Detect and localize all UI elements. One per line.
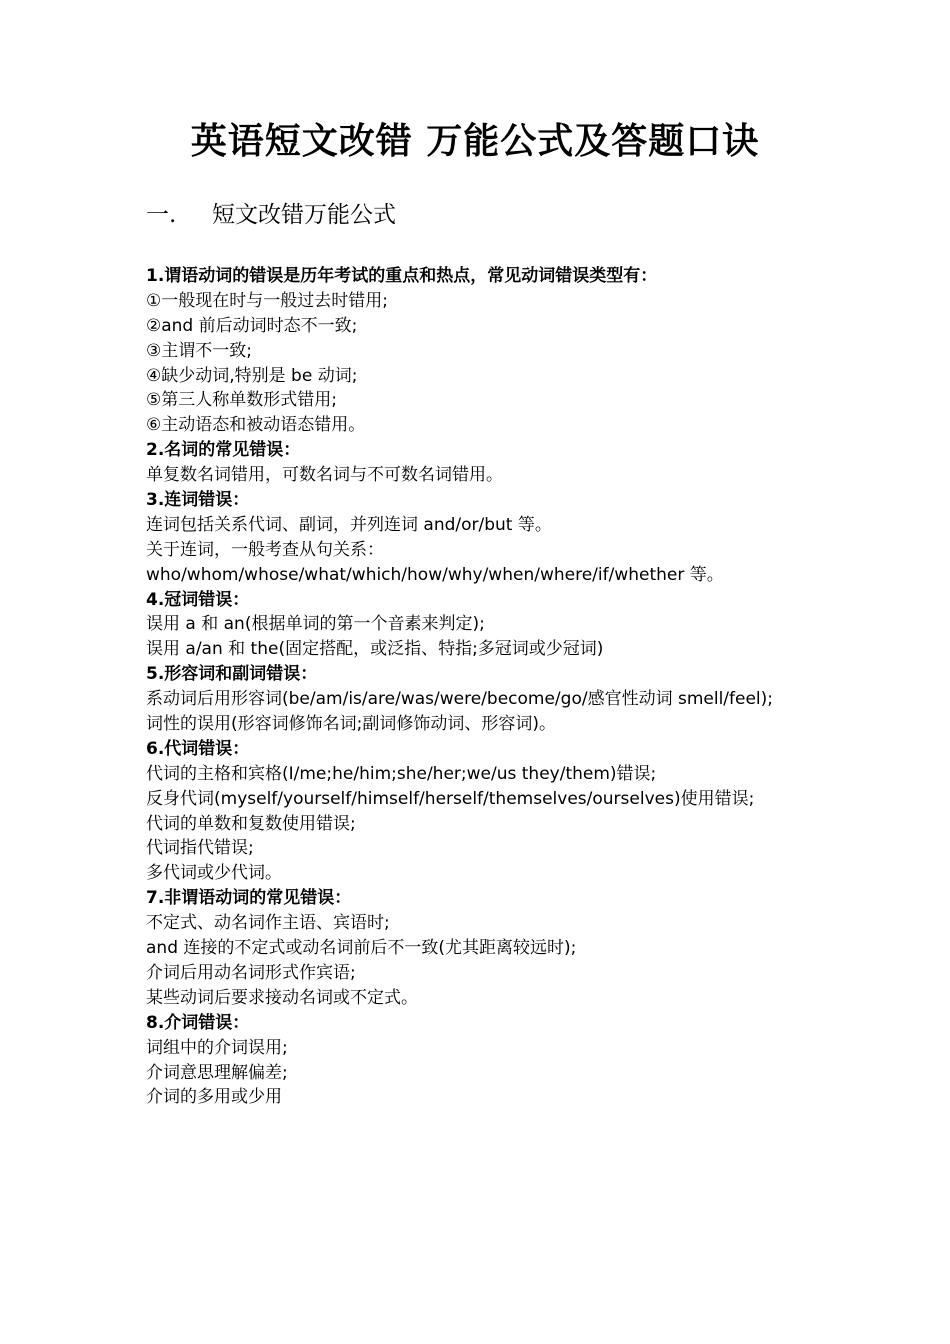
text-line: 词组中的介词误用;	[146, 1037, 288, 1058]
text-line: 不定式、动名词作主语、宾语时;	[146, 913, 390, 934]
text-line: 单复数名词错用，可数名词与不可数名词错用。	[146, 465, 503, 486]
text-line: and 连接的不定式或动名词前后不一致(尤其距离较远时);	[146, 938, 577, 959]
section-heading	[146, 198, 396, 232]
text-line: 代词指代错误;	[146, 838, 254, 859]
text-line: ①一般现在时与一般过去时错用;	[146, 290, 388, 311]
text-line: 连词包括关系代词、副词，并列连词 and/or/but 等。	[146, 514, 552, 535]
subsection-heading: 2.名词的常见错误：	[146, 440, 301, 461]
text-line: 代词的主格和宾格(I/me;he/him;she/her;we/us they/them)错误;	[146, 763, 657, 784]
text-line: ④缺少动词,特别是 be 动词;	[146, 365, 358, 386]
text-line: 词性的误用(形容词修饰名词;副词修饰动词、形容词)。	[146, 714, 556, 735]
subsection-heading: 5.形容词和副词错误：	[146, 664, 318, 685]
text-line: ②and 前后动词时态不一致;	[146, 315, 358, 336]
text-line: who/whom/whose/what/which/how/why/when/where/if/whether 等。	[146, 564, 724, 585]
text-line: 反身代词(myself/yourself/himself/herself/themselves/ourselves)使用错误;	[146, 788, 755, 809]
document-body	[146, 264, 926, 1110]
text-line: 误用 a/an 和 the(固定搭配，或泛指、特指;多冠词或少冠词)	[146, 639, 604, 660]
subsection-heading: 1.谓语动词的错误是历年考试的重点和热点，常见动词错误类型有：	[146, 266, 658, 286]
text-line: 代词的单数和复数使用错误;	[146, 813, 356, 834]
text-line: 多代词或少代词。	[146, 863, 282, 884]
document-title: 英语短文改错 万能公式及答题口诀	[190, 120, 760, 162]
text-line: 介词的多用或少用	[146, 1087, 282, 1108]
subsection-heading: 8.介词错误：	[146, 1012, 250, 1033]
subsection-heading: 4.冠词错误：	[146, 589, 250, 610]
text-line: ⑥主动语态和被动语态错用。	[146, 415, 366, 436]
text-line: ③主谓不一致;	[146, 340, 252, 361]
text-line: 介词后用动名词形式作宾语;	[146, 962, 356, 983]
text-line: 系动词后用形容词(be/am/is/are/was/were/become/go/感官性动词 smell/feel);	[146, 689, 774, 710]
subsection-heading: 7.非谓语动词的常见错误：	[146, 888, 352, 909]
text-line: ⑤第三人称单数形式错用;	[146, 390, 337, 411]
section-number: 一.	[146, 202, 177, 228]
subsection-heading: 6.代词错误：	[146, 738, 250, 759]
text-line: 某些动词后要求接动名词或不定式。	[146, 987, 418, 1008]
text-line: 关于连词，一般考查从句关系：	[146, 539, 384, 560]
section-heading-text: 短文改错万能公式	[212, 202, 396, 228]
text-line: 介词意思理解偏差;	[146, 1062, 288, 1083]
subsection-heading: 3.连词错误：	[146, 490, 250, 511]
text-line: 误用 a 和 an(根据单词的第一个音素来判定);	[146, 614, 485, 635]
